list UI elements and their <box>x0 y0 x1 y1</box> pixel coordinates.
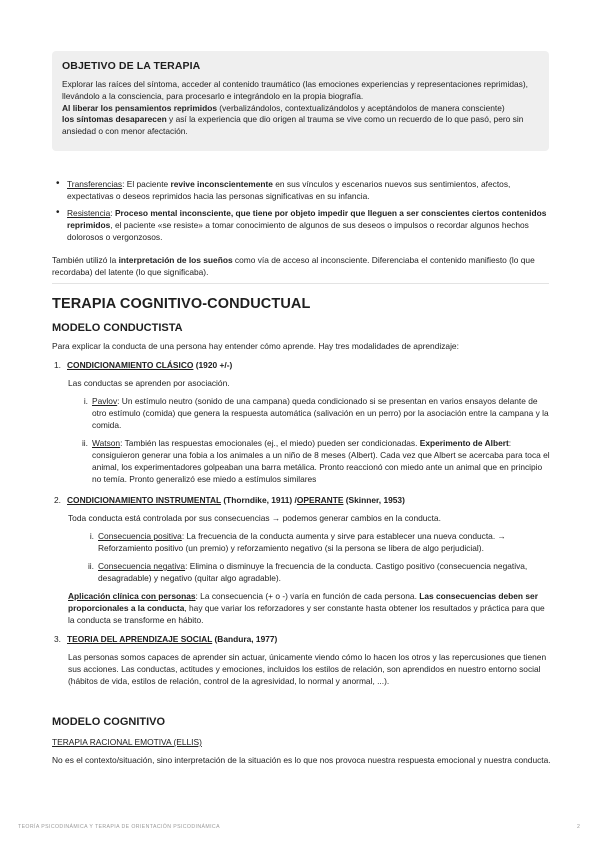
operant-desc: Toda conducta está controlada por sus consecuencias → podemos generar cambios en la conducta. <box>68 513 441 523</box>
dreams-text: como vía de acceso al inconsciente. Diferenciaba el contenido manifiesto (lo que recordaba) del latente (lo que significaba). <box>52 255 535 277</box>
item-title <box>67 633 547 645</box>
watson-body: : consiguieron generar una fobia a los animales a un niño de 8 meses (Albert). Cada vez que Albert se acercaba para toca el animal, los experimentadores golpeaban una barra metálica. Pronto reaccionó con miedo ante un animal que en principio no temía. Pronto generalizó ese miedo a estímulos similares <box>92 438 550 484</box>
operant-title: OPERANTE <box>296 495 344 505</box>
classical-suffix: (1920 +/-) <box>193 360 233 370</box>
objective-paragraph <box>62 79 539 138</box>
watson-body: : También las respuestas emocionales (ej., el miedo) pueden ser condicionadas. <box>120 438 420 448</box>
list-item-resistencia <box>52 207 552 243</box>
transferencias-label: Transferencias <box>67 179 123 189</box>
clinical-text: , hay que variar los reforzadores y ser constante hasta obtener los resultados y práctica para que la conducta se transforme en hábito. <box>68 603 545 625</box>
dreams-paragraph <box>52 254 552 278</box>
conductista-heading: MODELO CONDUCTISTA <box>52 322 183 334</box>
item-number: 3. <box>54 634 61 644</box>
ellis-title: TERAPIA RACIONAL EMOTIVA (ELLIS) <box>52 737 202 747</box>
operant-suffix: (Skinner, 1953) <box>343 495 405 505</box>
list-item-transferencias <box>52 178 552 202</box>
classical-title: CONDICIONAMIENTO CLÁSICO <box>67 360 194 370</box>
positive-text <box>98 530 558 554</box>
watson-label: Watson <box>92 438 121 448</box>
classical-desc: Las conductas se aprenden por asociación. <box>68 378 230 388</box>
item-number: i. <box>83 396 88 406</box>
section-divider <box>52 283 549 284</box>
bullet-bold: Proceso mental inconsciente, que tiene por objeto impedir que lleguen a ser conscientes ciertos contenidos reprimidos <box>67 208 547 230</box>
negative-label: Consecuencia negativa <box>98 561 186 571</box>
dreams-text: También utilizó la <box>52 255 119 265</box>
item-number: i. <box>89 531 94 541</box>
instrumental-title: CONDICIONAMIENTO INSTRUMENTAL <box>67 495 222 505</box>
item-number: ii. <box>87 561 94 571</box>
objective-text-2: (verbalizándolos, contextualizándolos y aceptándolos de manera consciente) <box>216 102 505 113</box>
social-title: TEORIA DEL APRENDIZAJE SOCIAL <box>67 634 213 644</box>
negative-text <box>98 560 558 584</box>
item-title <box>67 359 547 371</box>
clinical-application <box>68 590 548 626</box>
bullet-text: en sus vínculos y escenarios nuevos sus sentimientos, afectos, expectativas o deseos reprimidos hacia las personas significativas en su infancia. <box>67 179 511 201</box>
positive-label: Consecuencia positiva <box>98 531 182 541</box>
clinical-label: Aplicación clínica con personas <box>68 591 196 601</box>
objective-text-1: Explorar las raíces del síntoma, acceder al contenido traumático (las emociones experiencias y representaciones reprimidas), llevándolo a la consciencia, para procesarlo e integrándolo en la propia biografía. <box>62 79 528 101</box>
pavlov-text <box>92 395 552 431</box>
cognitivo-heading: MODELO COGNITIVO <box>52 716 166 728</box>
objective-callout <box>52 51 549 151</box>
concept-bullet-list <box>52 178 552 248</box>
social-desc: Las personas somos capaces de aprender sin actuar, únicamente viendo cómo lo hacen los otros y las repercusiones que tienen sus acciones. Las conductas, actitudes y emociones, incluidos los estilos de relación, son aprendidos en nuestro entorno social (hábitos de vida, estilos de relación, control de la agresividad, lo normal y anormal, ...). <box>68 652 547 686</box>
pavlov-label: Pavlov <box>92 396 118 406</box>
item-number: ii. <box>81 438 88 448</box>
conductista-intro: Para explicar la conducta de una persona hay entender cómo aprende. Hay tres modalidades de aprendizaje: <box>52 341 459 351</box>
bullet-text: : <box>110 208 115 218</box>
watson-text <box>92 437 552 485</box>
bullet-bold: revive inconscientemente <box>170 179 273 189</box>
clinical-text: : La consecuencia (+ o -) varía en función de cada persona. <box>195 591 420 601</box>
objective-bold-2: los síntomas desaparecen <box>62 114 167 125</box>
instrumental-mid: (Thorndike, 1911) / <box>221 495 297 505</box>
bullet-text: : El paciente <box>122 179 171 189</box>
footer-title: TEORÍA PSICODINÁMICA Y TERAPIA DE ORIENTACIÓN PSICODINÁMICA <box>18 824 220 830</box>
dreams-bold: interpretación de los sueños <box>118 255 233 265</box>
resistencia-label: Resistencia <box>67 208 111 218</box>
pavlov-body: : Un estímulo neutro (sonido de una campana) queda condicionado si se presentan en varios ensayos delante de otro estímulo (comida) que genera la respuesta automática (salivación en un perro) por la asociación entre la campana y la comida. <box>92 396 549 430</box>
item-number: 2. <box>54 495 61 505</box>
objective-bold-1: Al liberar los pensamientos reprimidos <box>62 102 217 113</box>
cognitivo-text: No es el contexto/situación, sino interpretación de la situación es lo que nos provoca nuestra respuesta emocional y nuestra conducta. <box>52 755 551 765</box>
objective-heading: OBJETIVO DE LA TERAPIA <box>62 60 201 72</box>
bullet-text: , el paciente «se resiste» a tomar conocimiento de algunos de sus deseos o impulsos o recordar algunos hechos dolorosos o vergonzosos. <box>67 220 529 242</box>
social-suffix: (Bandura, 1977) <box>212 634 278 644</box>
negative-body: : Elimina o disminuye la frecuencia de la conducta. Castigo positivo (consecuencia negativa, desagradable) y negativo (quitar algo agradable). <box>98 561 528 583</box>
section-title: TERAPIA COGNITIVO-CONDUCTUAL <box>52 296 311 312</box>
ellis-subheading <box>52 736 552 748</box>
clinical-bold: Las consecuencias deben ser proporcionales a la conducta <box>68 591 538 613</box>
page-number: 2 <box>577 824 581 830</box>
item-number: 1. <box>54 360 61 370</box>
objective-text-3: y así la experiencia que dio origen al trauma se vive como un recuerdo de lo que pasó, pero sin ansiedad o con menor afectación. <box>62 114 524 137</box>
item-title <box>67 494 547 506</box>
albert-experiment: Experimento de Albert <box>419 438 509 448</box>
positive-body: : La frecuencia de la conducta aumenta y sirve para establecer una nueva conducta. → Reforzamiento positivo (un premio) y reforzamiento negativo (si la persona se libera de algo perjudicial). <box>98 531 506 553</box>
